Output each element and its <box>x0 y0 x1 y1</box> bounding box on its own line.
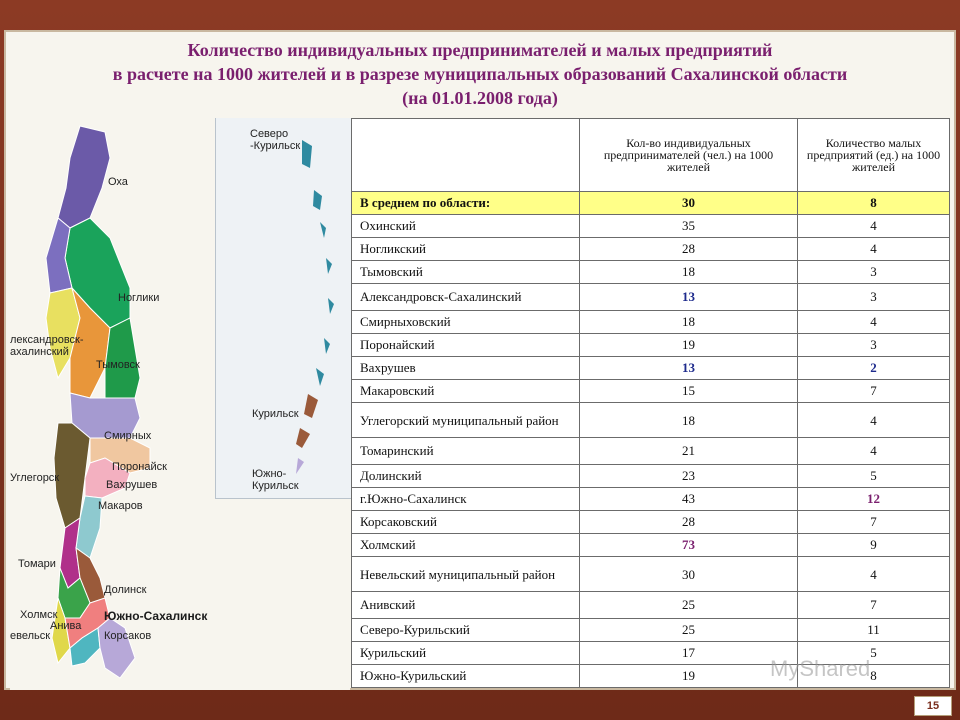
map-label-tomari: Томари <box>18 558 56 570</box>
table-row <box>352 261 950 284</box>
map-label-severo-kurilsk: Северо -Курильск <box>250 128 301 152</box>
map-label-poronaysk: Поронайск <box>112 461 167 473</box>
row-mp: 4 <box>798 311 950 334</box>
row-ip: 21 <box>580 438 798 465</box>
map-label-kholmsk: Холмск <box>20 609 58 621</box>
row-name: Курильский <box>352 642 580 665</box>
table-row <box>352 215 950 238</box>
row-mp: 8 <box>798 665 950 688</box>
map-label-yuzhno-kurilsk: Южно- Курильск <box>252 468 299 492</box>
row-name: В среднем по области: <box>352 192 580 215</box>
row-ip: 35 <box>580 215 798 238</box>
data-table <box>351 118 950 688</box>
row-mp: 7 <box>798 592 950 619</box>
row-ip: 28 <box>580 511 798 534</box>
row-name: Анивский <box>352 592 580 619</box>
map-label-vakhrushev: Вахрушев <box>106 479 158 491</box>
header-small-enterprises: Количество малых предприятий (ед.) на 1000 жителей <box>798 119 950 192</box>
map-label-kurilsk: Курильск <box>252 408 299 420</box>
row-mp: 3 <box>798 334 950 357</box>
header-individual-entrepreneurs: Кол-во индивидуальных предпринимателей (чел.) на 1000 жителей <box>580 119 798 192</box>
row-ip: 25 <box>580 592 798 619</box>
row-name: Корсаковский <box>352 511 580 534</box>
row-name: Александровск-Сахалинский <box>352 284 580 311</box>
row-name: Тымовский <box>352 261 580 284</box>
row-mp: 9 <box>798 534 950 557</box>
row-mp: 11 <box>798 619 950 642</box>
table-row <box>352 438 950 465</box>
row-name: г.Южно-Сахалинск <box>352 488 580 511</box>
kuril-inset <box>215 118 351 499</box>
row-ip: 13 <box>580 284 798 311</box>
row-mp: 7 <box>798 511 950 534</box>
map-label-nevelsk: евельск <box>10 630 51 642</box>
slide-title <box>20 38 940 110</box>
row-name: Поронайский <box>352 334 580 357</box>
row-ip: 28 <box>580 238 798 261</box>
table-row <box>352 311 950 334</box>
row-mp: 4 <box>798 238 950 261</box>
map-label-yuzhno: Южно-Сахалинск <box>104 609 208 623</box>
row-name: Смирныховский <box>352 311 580 334</box>
row-mp: 4 <box>798 557 950 592</box>
map-label-makarov: Макаров <box>98 500 143 512</box>
row-ip: 17 <box>580 642 798 665</box>
row-ip: 19 <box>580 334 798 357</box>
table-row <box>352 403 950 438</box>
row-mp: 3 <box>798 261 950 284</box>
row-ip: 18 <box>580 403 798 438</box>
row-mp: 2 <box>798 357 950 380</box>
row-name: Невельский муниципальный район <box>352 557 580 592</box>
map-label-nogliki: Ноглики <box>118 292 160 304</box>
map-label-aleksandrovsk: лександровск- ахалинский <box>10 334 84 358</box>
watermark: MyShared <box>770 656 871 681</box>
table-row <box>352 511 950 534</box>
row-name: Долинский <box>352 465 580 488</box>
row-mp: 3 <box>798 284 950 311</box>
page-number: 15 <box>914 696 952 716</box>
row-ip: 13 <box>580 357 798 380</box>
row-ip: 23 <box>580 465 798 488</box>
table-row-average <box>352 192 950 215</box>
title-line-1: Количество индивидуальных предпринимателей и малых предприятий <box>187 40 773 60</box>
title-line-2: в расчете на 1000 жителей и в разрезе муниципальных образований Сахалинской области <box>112 64 848 84</box>
row-ip: 43 <box>580 488 798 511</box>
table-row <box>352 534 950 557</box>
row-name: Охинский <box>352 215 580 238</box>
row-mp: 8 <box>798 192 950 215</box>
table-row <box>352 619 950 642</box>
row-mp: 5 <box>798 642 950 665</box>
row-name: Томаринский <box>352 438 580 465</box>
table-row <box>352 557 950 592</box>
kuril-islands-graphic <box>216 118 351 498</box>
table-header-row <box>352 119 950 192</box>
map-label-okha: Оха <box>108 176 128 188</box>
row-name: Холмский <box>352 534 580 557</box>
table-row <box>352 488 950 511</box>
table-row <box>352 380 950 403</box>
row-ip: 19 <box>580 665 798 688</box>
row-mp: 4 <box>798 403 950 438</box>
header-municipality <box>352 119 580 192</box>
row-name: Южно-Курильский <box>352 665 580 688</box>
row-name: Макаровский <box>352 380 580 403</box>
row-ip: 18 <box>580 311 798 334</box>
row-mp: 4 <box>798 438 950 465</box>
row-ip: 73 <box>580 534 798 557</box>
row-ip: 30 <box>580 557 798 592</box>
table-row <box>352 357 950 380</box>
row-mp: 7 <box>798 380 950 403</box>
row-name: Северо-Курильский <box>352 619 580 642</box>
table-row <box>352 238 950 261</box>
row-ip: 18 <box>580 261 798 284</box>
row-name: Ногликский <box>352 238 580 261</box>
map-label-aniva: Анива <box>50 620 82 632</box>
table-row <box>352 465 950 488</box>
row-ip: 30 <box>580 192 798 215</box>
map-label-uglegorsk: Углегорск <box>10 472 60 484</box>
map-label-tymovsk: Тымовск <box>96 359 140 371</box>
map-label-smirnyh: Смирных <box>104 430 152 442</box>
row-name: Углегорский муниципальный район <box>352 403 580 438</box>
table-row <box>352 334 950 357</box>
row-mp: 5 <box>798 465 950 488</box>
table-row <box>352 284 950 311</box>
row-ip: 15 <box>580 380 798 403</box>
map-label-korsakov: Корсаков <box>104 630 152 642</box>
row-name: Вахрушев <box>352 357 580 380</box>
table-row <box>352 592 950 619</box>
row-ip: 25 <box>580 619 798 642</box>
title-line-3: (на 01.01.2008 года) <box>402 88 558 108</box>
map-label-dolinsk: Долинск <box>104 584 147 596</box>
row-mp: 12 <box>798 488 950 511</box>
row-mp: 4 <box>798 215 950 238</box>
